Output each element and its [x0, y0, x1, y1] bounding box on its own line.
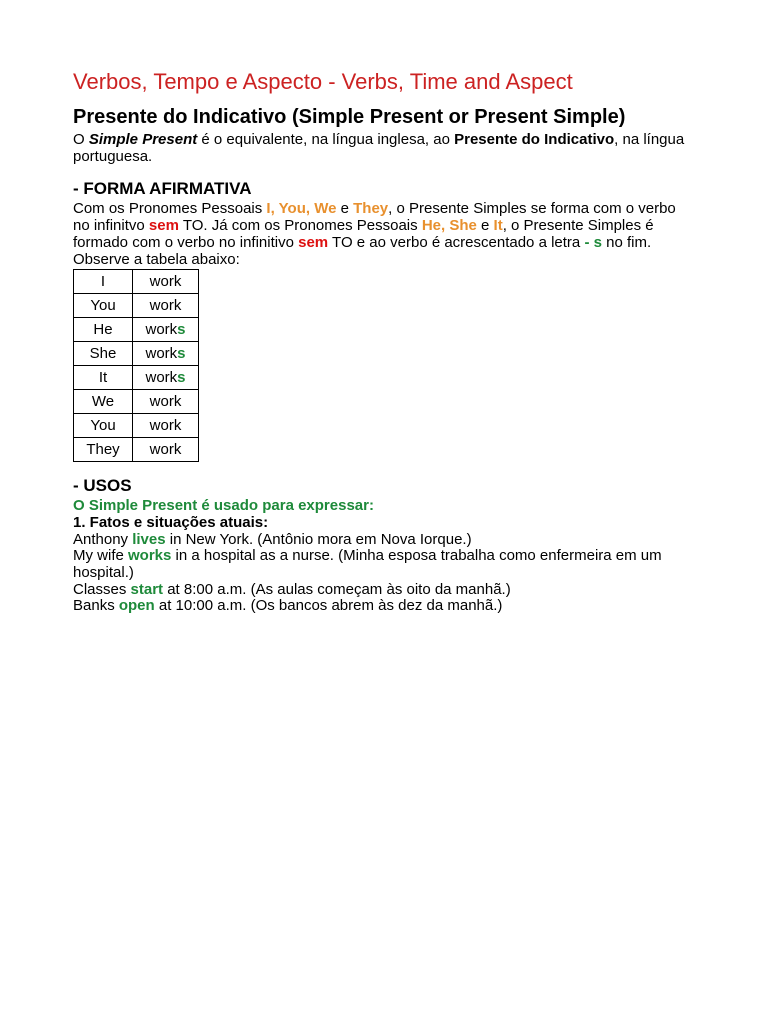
aff-text-1: Com os Pronomes Pessoais	[73, 200, 267, 218]
document-page	[73, 66, 693, 615]
verb-cell	[133, 342, 199, 366]
verb-suffix: s	[177, 345, 186, 363]
pronoun-group-2: He, She	[421, 217, 477, 235]
intro-text-3: , na língua portuguesa.	[73, 131, 685, 165]
aff-conj-2: e	[476, 217, 494, 235]
aff-text-3: TO. Já com os Pronomes Pessoais	[178, 217, 422, 235]
pronoun-cell: He	[74, 318, 133, 342]
document-title: Verbos, Tempo e Aspecto - Verbs, Time and Aspect	[73, 69, 573, 94]
aff-text-6: no fim. Observe a tabela abaixo:	[73, 233, 652, 268]
example-sentence	[73, 548, 693, 581]
example-sentence	[73, 598, 693, 615]
usos-intro: O Simple Present é usado para expressar:	[73, 497, 374, 515]
intro-text-2: é o equivalente, na língua inglesa, ao	[197, 131, 455, 148]
table-row	[74, 414, 199, 438]
verb-cell	[133, 438, 199, 462]
usos-heading: - USOS	[73, 476, 132, 496]
pronoun-cell: You	[74, 414, 133, 438]
verb-cell	[133, 390, 199, 414]
table-row	[74, 270, 199, 294]
example-text: at 8:00 a.m. (As aulas começam às oito da manhã.)	[163, 580, 511, 598]
presente-indicativo-term: Presente do Indicativo	[454, 131, 615, 148]
pronoun-cell: She	[74, 342, 133, 366]
affirmative-paragraph	[73, 201, 693, 268]
example-text: My wife	[73, 547, 129, 565]
conjugation-table	[73, 269, 199, 462]
table-row	[74, 342, 199, 366]
example-verb: open	[118, 597, 155, 615]
pronoun-cell: I	[74, 270, 133, 294]
verb-base: work	[149, 441, 182, 459]
verb-base: work	[149, 273, 182, 291]
example-verb: start	[130, 580, 164, 598]
example-sentence	[73, 532, 693, 549]
verb-base: work	[149, 393, 182, 411]
aff-text-4: , o Presente Simples é formado com o verbo no infinitivo	[73, 217, 654, 251]
example-text: Anthony	[73, 530, 133, 548]
simple-present-term: Simple Present	[88, 131, 198, 148]
pronoun-cell: It	[74, 366, 133, 390]
pronoun-cell: You	[74, 294, 133, 318]
pronoun-cell: They	[74, 438, 133, 462]
verb-cell	[133, 294, 199, 318]
verb-suffix: s	[177, 369, 186, 387]
table-row	[74, 294, 199, 318]
table-row	[74, 366, 199, 390]
pronoun-cell: We	[74, 390, 133, 414]
example-verb: lives	[132, 530, 166, 548]
pronoun-group-1: I, You, We	[266, 200, 337, 218]
intro-text-1: O	[73, 131, 89, 148]
aff-text-2: , o Presente Simples se forma com o verbo no infinitvo	[73, 200, 676, 235]
verb-cell	[133, 318, 199, 342]
pronoun-it: It	[493, 217, 503, 235]
example-text: Banks	[73, 597, 119, 615]
verb-cell	[133, 270, 199, 294]
example-sentence	[73, 582, 693, 599]
example-text: in a hospital as a nurse. (Minha esposa trabalha como enfermeira em um hospital.)	[73, 547, 662, 582]
verb-base: work	[145, 369, 178, 387]
verb-cell	[133, 414, 199, 438]
verb-base: work	[149, 417, 182, 435]
verb-base: work	[145, 321, 178, 339]
table-row	[74, 390, 199, 414]
table-row	[74, 438, 199, 462]
usos-item-1-title: 1. Fatos e situações atuais:	[73, 513, 269, 531]
forma-afirmativa-heading: - FORMA AFIRMATIVA	[73, 179, 252, 199]
verb-base: work	[145, 345, 178, 363]
example-text: Classes	[73, 580, 131, 598]
verb-base: work	[149, 297, 182, 315]
suffix-s-keyword: - s	[584, 233, 602, 251]
verb-suffix: s	[177, 321, 186, 339]
example-text: at 10:00 a.m. (Os bancos abrem às dez da manhã.)	[154, 597, 503, 615]
table-row	[74, 318, 199, 342]
sem-keyword-2: sem	[298, 233, 329, 251]
example-verb: works	[128, 547, 172, 565]
verb-cell	[133, 366, 199, 390]
example-text: in New York. (Antônio mora em Nova Iorque.)	[165, 530, 472, 548]
pronoun-they: They	[353, 200, 389, 218]
intro-paragraph	[73, 132, 693, 165]
aff-conj-1: e	[336, 200, 354, 218]
aff-text-5: TO e ao verbo é acrescentado a letra	[328, 233, 585, 251]
sem-keyword-1: sem	[148, 217, 179, 235]
section-title-presente: Presente do Indicativo (Simple Present or Present Simple)	[73, 106, 626, 128]
